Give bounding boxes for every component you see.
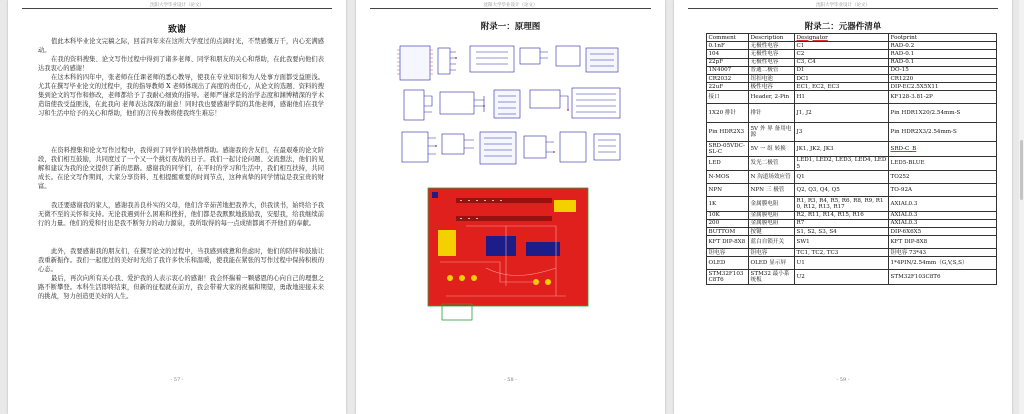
table-cell: 接口 <box>707 91 749 104</box>
table-cell: 1*4PIN/2.54mm（G,V,S,S） <box>889 257 997 270</box>
table-row <box>707 236 997 249</box>
table-cell: 金属膜电阻 <box>749 197 795 211</box>
table-cell: S1, S2, S3, S4 <box>795 228 889 236</box>
table-row <box>707 228 997 236</box>
page-title: 附录二：元器件清单 <box>804 22 882 32</box>
table-row <box>707 270 997 284</box>
table-cell: KFT DIP-8X8 <box>889 236 997 249</box>
table-header-row <box>707 34 997 42</box>
table-cell: STM32F103C8T6 <box>707 270 749 284</box>
table-cell: Q2, Q3, Q4, Q5 <box>795 184 889 197</box>
table-row <box>707 42 997 50</box>
paragraph: 值此本科毕业论文完稿之际，回首四年来在这所大学度过的点滴时光，不禁感慨万千，内心充满感动。 <box>38 38 324 55</box>
paragraph: 我还要感谢我的家人，感谢我善良朴实的父母，他们含辛茹苦地把我养大，供我读书，始终给予我无微不至的关怀和支持。无论我遇到什么困难和挫折，他们都是我默默地鼓励我，安慰我，给我继续前行的力量。他们的爱和付出是我不断努力的动力源泉，我所取得的每一点成绩都离不开他们的奉献。 <box>38 202 324 228</box>
table-cell: Pin HDR2X3/2.54mm-S <box>889 123 997 142</box>
column-header: Description <box>749 34 795 42</box>
table-row <box>707 219 997 227</box>
table-cell: R2, R11, R14, R15, R16 <box>795 211 889 219</box>
table-cell: EC1, EC2, EC3 <box>795 83 889 91</box>
table-cell: RAD-0.2 <box>889 42 997 50</box>
table-cell: JK1, JK2, JK3 <box>795 142 889 156</box>
table-cell: DC1 <box>795 75 889 83</box>
page-header: 沈阳大学毕业设计（论文） <box>483 3 538 8</box>
table-cell: R7 <box>795 219 889 227</box>
table-cell: 22uF <box>707 83 749 91</box>
table-cell: 22pF <box>707 58 749 66</box>
column-header: Footprint <box>889 34 997 42</box>
table-cell: STM32 最小系统板 <box>749 270 795 284</box>
table-row <box>707 197 997 211</box>
table-cell: NPN <box>707 184 749 197</box>
table-cell: J1, J2 <box>795 104 889 123</box>
table-cell: 排针 <box>749 104 795 123</box>
header-rule <box>22 8 332 9</box>
table-cell: N-MOS <box>707 171 749 184</box>
table-cell: 1N4007 <box>707 66 749 74</box>
page-title: 附录一：原理图 <box>480 22 541 32</box>
table-cell: TO-92A <box>889 184 997 197</box>
table-cell: 1X20 排针 <box>707 104 749 123</box>
table-cell: DIP-6X6X5 <box>889 228 997 236</box>
table-cell: RAD-0.1 <box>889 50 997 58</box>
table-cell: R1, R3, R4, R5, R6, R8, R9, R10, R12, R13, R17 <box>795 197 889 211</box>
table-cell: DIP-EC2.5X5X11 <box>889 83 997 91</box>
table-cell: 200 <box>707 219 749 227</box>
table-cell: 普通二极管 <box>749 66 795 74</box>
table-cell: TO252 <box>889 171 997 184</box>
table-cell: N 沟道场效应管 <box>749 171 795 184</box>
scrollbar-thumb[interactable] <box>1020 140 1023 200</box>
table-cell: 极性电容 <box>749 83 795 91</box>
table-row <box>707 66 997 74</box>
table-cell: 金属膜电阻 <box>749 219 795 227</box>
table-cell: STM32F103C8T6 <box>889 270 997 284</box>
table-cell: 5V 一 组 转换 <box>749 142 795 156</box>
page-number: - 59 - <box>836 377 850 383</box>
table-cell: C2 <box>795 50 889 58</box>
vertical-scrollbar[interactable] <box>1019 0 1024 414</box>
table-cell: 按键 <box>749 228 795 236</box>
pcb-layout-image <box>426 186 590 322</box>
table-row <box>707 156 997 170</box>
table-cell: 钽电容 <box>707 249 749 257</box>
table-row <box>707 83 997 91</box>
table-cell: U1 <box>795 257 889 270</box>
paragraph: 在我的资料搜集、论文写作过程中得到了诸多老师、同学和朋友的关心和帮助，在此我要向他们表达我衷心的感谢！ <box>38 56 324 73</box>
table-cell: NPN 三 极管 <box>749 184 795 197</box>
column-header: Comment <box>707 34 749 42</box>
table-cell: OLED <box>707 257 749 270</box>
table-cell: Q1 <box>795 171 889 184</box>
paragraph: 在这本科的四年中，张老师在任课老师的悉心教导，使我在专业知识和为人处事方面都受益匪浅。尤其在撰写毕业论文的过程中，我的指导教师 X 老师体现出了高度的责任心，从论文的选题、资料的搜集到论文的写作和修改，老师都给予了我耐心细致的指导。老师严谨求是的治学态度和渊博精深的学术造诣使我受益匪浅，在此我向 老师表达深深的谢意！同时我也要感谢学院的其他老师，感谢他们在我学习和生活中给予的关心和帮助，他们的言传身教将使我终生难忘！ <box>38 74 324 118</box>
column-header: Designator <box>795 34 889 42</box>
table-cell: 5V 外 界 备用电源 <box>749 123 795 142</box>
table-cell: RAD-0.1 <box>889 58 997 66</box>
table-row <box>707 91 997 104</box>
table-body <box>707 42 997 285</box>
page-schematic <box>356 0 665 414</box>
page-number: - 58 - <box>504 377 517 383</box>
table-cell: Header, 2-Pin <box>749 91 795 104</box>
table-cell: 104 <box>707 50 749 58</box>
table-row <box>707 104 997 123</box>
table-row <box>707 257 997 270</box>
table-cell: Pin HDR1X20/2.54mm-S <box>889 104 997 123</box>
table-cell: LED5-BLUE <box>889 156 997 170</box>
page-acknowledgement <box>8 0 346 414</box>
table-cell: AXIAL0.3 <box>889 197 997 211</box>
table-cell: 钽电容 73*43 <box>889 249 997 257</box>
table-cell: LED1, LED2, LED3, LED4, LED5 <box>795 156 889 170</box>
page-number: - 57 - <box>170 377 184 383</box>
header-rule <box>370 8 651 9</box>
page-header: 沈阳大学毕业设计（论文） <box>816 3 870 8</box>
table-cell: J3 <box>795 123 889 142</box>
table-cell: AXIAL0.3 <box>889 211 997 219</box>
table-row <box>707 75 997 83</box>
table-cell: BUTTOM <box>707 228 749 236</box>
table-cell: 纽扣电池 <box>749 75 795 83</box>
table-cell: KF128-3.81-2P <box>889 91 997 104</box>
table-cell: C3, C4 <box>795 58 889 66</box>
table-cell: 10K <box>707 211 749 219</box>
table-cell: H1 <box>795 91 889 104</box>
table-cell: D1 <box>795 66 889 74</box>
paragraph: 最后，再次向所有关心我、爱护我的人表示衷心的感谢！我会怀揣着一颗感恩的心向自己的理想之路不断攀登。本科生活即将结束，但新的征程就在前方，我会带着大家的祝福和期望，勇敢地迎接未来的挑战，努力创造更美好的人生。 <box>38 275 324 301</box>
component-table <box>706 33 997 285</box>
table-cell: CR1220 <box>889 75 997 83</box>
table-cell: KFT DIP-8X8 <box>707 236 749 249</box>
table-row <box>707 123 997 142</box>
table-cell: TC1, TC2, TC3 <box>795 249 889 257</box>
table-cell: CR2032 <box>707 75 749 83</box>
table-cell: SW1 <box>795 236 889 249</box>
table-cell: C1 <box>795 42 889 50</box>
paragraph: 在资料搜集和论文写作过程中，我得到了同学们的热情帮助。感谢我的舍友们，在最艰难的论文阶段，我们相互鼓励，共同度过了一个又一个挑灯夜战的日子。我们一起讨论问题、交流想法，他们的见解和建议为我的论文提供了新的思路。感谢我的同学们，在平时的学习和生活中，我们相互扶持，共同成长。在论文写作期间，大家分享资料、互相提醒重要的时间节点，这种真挚的同学情谊是我宝贵的财富。 <box>38 147 324 191</box>
table-cell: DO-15 <box>889 66 997 74</box>
table-row <box>707 211 997 219</box>
table-row <box>707 50 997 58</box>
table-cell: 无极性电容 <box>749 42 795 50</box>
table-cell: 发光二极管 <box>749 156 795 170</box>
table-cell: 金属膜电阻 <box>749 211 795 219</box>
table-cell: 1K <box>707 197 749 211</box>
page-component-list <box>674 0 1012 414</box>
table-row <box>707 171 997 184</box>
header-rule <box>688 8 998 9</box>
table-row <box>707 249 997 257</box>
table-cell: LED <box>707 156 749 170</box>
paragraph: 此外，我要感谢我的朋友们，在撰写论文的过程中，当我感到疲惫和焦虑时，他们的陪伴和鼓励让我重新振作。我们一起度过的美好时光给了我许多快乐和温暖，使我能在紧张的写作过程中保持积极的心态。 <box>38 248 324 274</box>
table-cell: 蓝白自锁开关 <box>749 236 795 249</box>
table-cell: OLED 显示屏 <box>749 257 795 270</box>
table-cell: SRD-C_B <box>889 142 997 156</box>
table-cell: 无极性电容 <box>749 58 795 66</box>
table-row <box>707 184 997 197</box>
table-row <box>707 142 997 156</box>
table-cell: SRD-05VDC-SL-C <box>707 142 749 156</box>
page-header: 沈阳大学毕业设计（论文） <box>150 3 204 8</box>
table-cell: U2 <box>795 270 889 284</box>
table-cell: 无极性电容 <box>749 50 795 58</box>
page-title: 致谢 <box>167 25 186 35</box>
schematic-diagram <box>396 42 628 174</box>
table-row <box>707 58 997 66</box>
table-cell: Pin HDR2X3 <box>707 123 749 142</box>
table-cell: AXIAL0.3 <box>889 219 997 227</box>
table-cell: 0.1nF <box>707 42 749 50</box>
table-cell: 钽电容 <box>749 249 795 257</box>
